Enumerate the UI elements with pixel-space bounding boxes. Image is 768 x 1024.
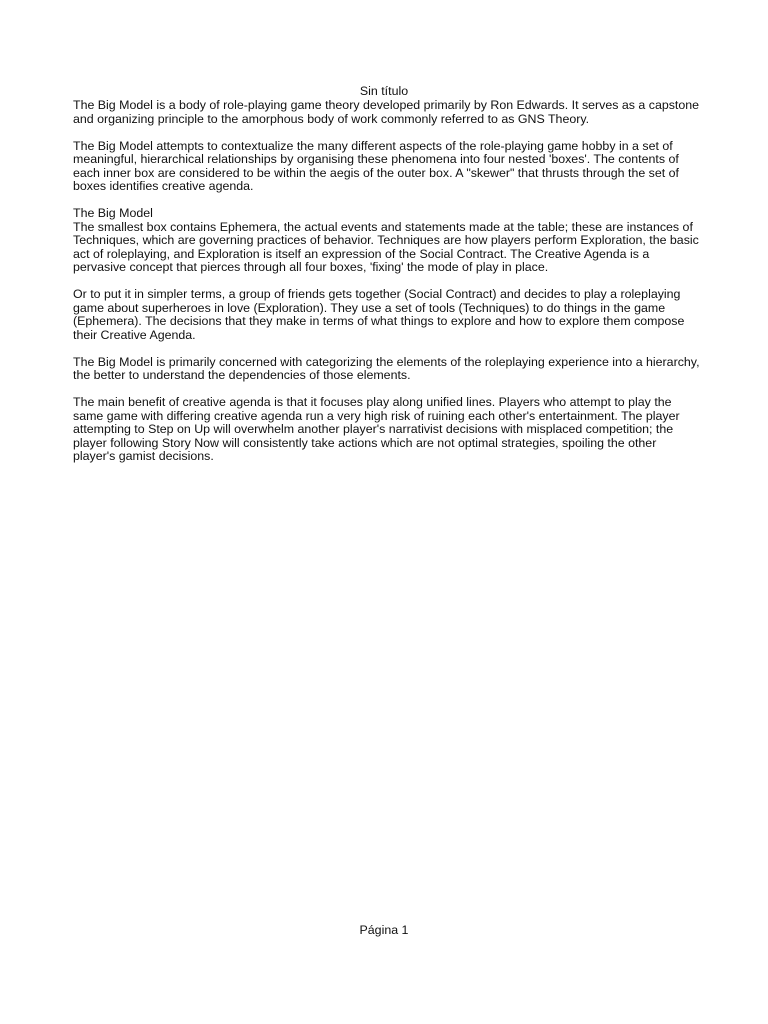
page-number: Página 1 bbox=[359, 923, 409, 937]
document-title: Sin título bbox=[359, 84, 409, 98]
section-paragraph-1: The smallest box contains Ephemera, the actual events and statements made at the table; these are instances of Techniques, which are governing practices of behavior. Techniques are how players perform Exploration, the basic act of roleplaying, and Exploration is itself an expression of the Social Contract. The Creative Agenda is a pervasive concept that pierces through all four boxes, 'fixing' the mode of play in place. bbox=[73, 219, 699, 274]
section-paragraph-2: Or to put it in simpler terms, a group of friends gets together (Social Contract) and decides to play a roleplaying game about superheroes in love (Exploration). They use a set of tools (Techniques) to do things in the game (Ephemera). The decisions that they make in terms of what things to explore and how to explore them compose their Creative Agenda. bbox=[73, 287, 685, 342]
section-heading: The Big Model bbox=[73, 206, 153, 220]
section-paragraph-3: The Big Model is primarily concerned with categorizing the elements of the roleplaying experience into a hierarchy, the better to understand the dependencies of those elements. bbox=[73, 354, 700, 382]
intro-paragraph-1: The Big Model is a body of role-playing game theory developed primarily by Ron Edwards. It serves as a capstone and organizing principle to the amorphous body of work commonly referred to as GNS Theory. bbox=[73, 98, 700, 126]
intro-paragraph-2: The Big Model attempts to contextualize the many different aspects of the role-playing game hobby in a set of meaningful, hierarchical relationships by organising these phenomena into four nested 'boxes'. The contents of each inner box are considered to be within the aegis of the outer box. A "skewer" that thrusts through the set of boxes identifies creative agenda. bbox=[73, 138, 679, 193]
section-paragraph-4: The main benefit of creative agenda is that it focuses play along unified lines. Players who attempt to play the same game with differing creative agenda run a very high risk of ruining each other's entertainment. The player attempting to Step on Up will overwhelm another player's narrativist decisions with misplaced competition; the player following Story Now will consistently take actions which are not optimal strategies, spoiling the other player's gamist decisions. bbox=[73, 395, 680, 463]
document-body bbox=[73, 99, 701, 477]
